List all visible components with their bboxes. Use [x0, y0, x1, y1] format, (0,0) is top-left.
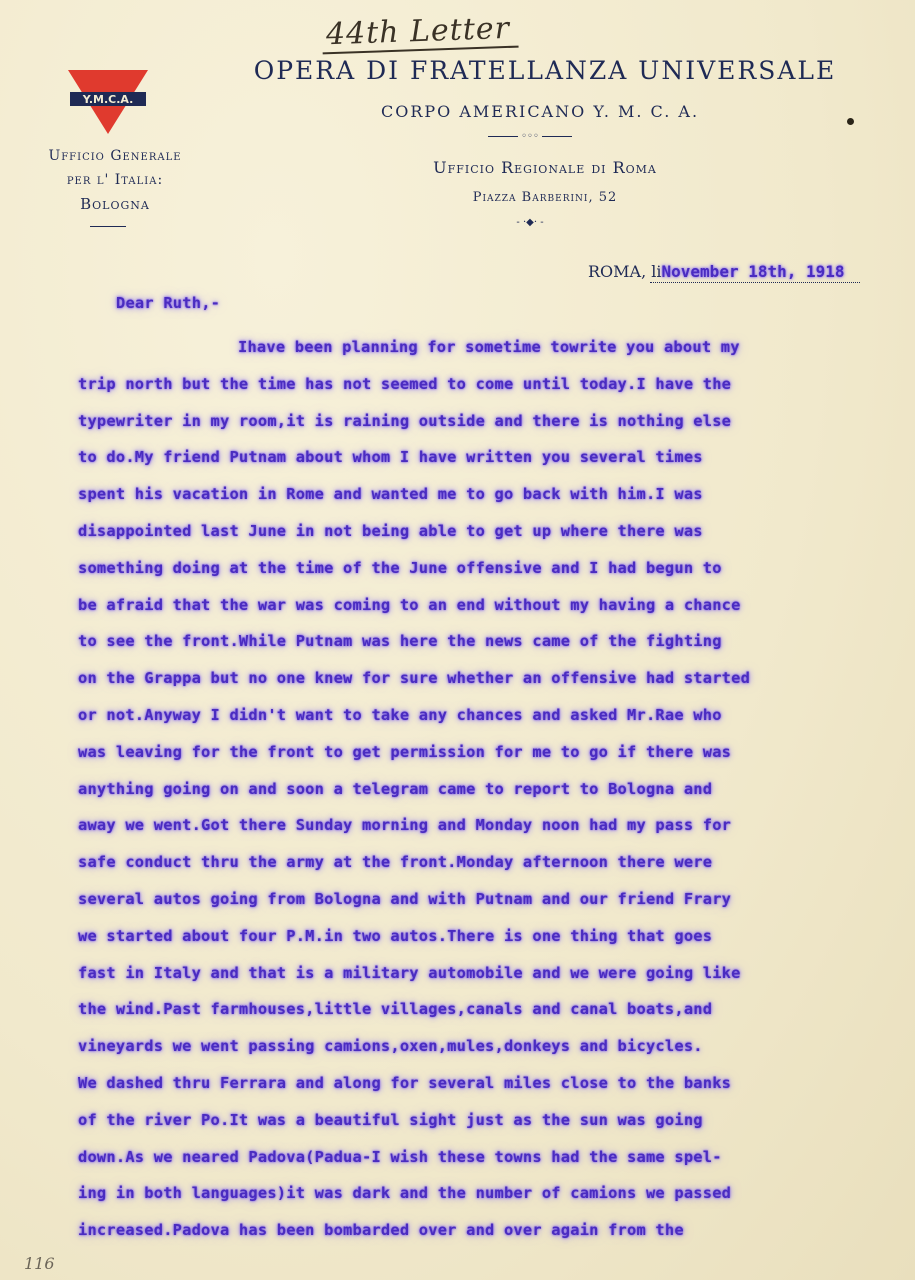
- salutation: Dear Ruth,-: [116, 294, 221, 312]
- body-line: trip north but the time has not seemed to come until today.I have the: [78, 375, 732, 393]
- body-line: anything going on and soon a telegram came to report to Bologna and: [78, 780, 713, 798]
- body-line: Ihave been planning for sometime towrite you about my: [238, 338, 740, 356]
- organization-subtitle: CORPO AMERICANO Y. M. C. A.: [380, 102, 700, 121]
- ymca-triangle-icon: [68, 70, 148, 134]
- address-ornament: - ·◆· -: [516, 217, 544, 228]
- logo-text: Y.M.C.A.: [82, 93, 134, 106]
- body-line: spent his vacation in Rome and wanted me to go back with him.I was: [78, 485, 703, 503]
- body-line: down.As we neared Padova(Padua-I wish these towns had the same spel-: [78, 1148, 722, 1166]
- body-line: of the river Po.It was a beautiful sight just as the sun was going: [78, 1111, 703, 1129]
- body-line: was leaving for the front to get permission for me to go if there was: [78, 743, 732, 761]
- organization-name: OPERA DI FRATELLANZA UNIVERSALE: [253, 56, 837, 85]
- body-line: ing in both languages)it was dark and the number of camions we passed: [78, 1184, 732, 1202]
- date-dotted-rule: [650, 282, 860, 283]
- typed-date: November 18th, 1918: [661, 262, 845, 281]
- ink-spot: [847, 118, 854, 125]
- body-line: be afraid that the war was coming to an end without my having a chance: [78, 596, 741, 614]
- body-line: the wind.Past farmhouses,little villages,canals and canal boats,and: [78, 1000, 713, 1018]
- body-line: safe conduct thru the army at the front.Monday afternoon there were: [78, 853, 713, 871]
- office-divider: [90, 226, 126, 227]
- body-line: several autos going from Bologna and with Putnam and our friend Frary: [78, 890, 732, 908]
- body-line: we started about four P.M.in two autos.There is one thing that goes: [78, 927, 713, 945]
- date-prefix: ROMA, li: [588, 262, 662, 281]
- general-office-block: [20, 144, 210, 216]
- general-office-city: Bologna: [80, 195, 150, 213]
- body-line: increased.Padova has been bombarded over and over again from the: [78, 1221, 684, 1239]
- date-line: [588, 262, 845, 281]
- body-line: vineyards we went passing camions,oxen,mules,donkeys and bicycles.: [78, 1037, 703, 1055]
- body-line: something doing at the time of the June offensive and I had begun to: [78, 559, 722, 577]
- body-line: typewriter in my room,it is raining outside and there is nothing else: [78, 412, 732, 430]
- body-line: or not.Anyway I didn't want to take any chances and asked Mr.Rae who: [78, 706, 722, 724]
- ymca-logo: [68, 70, 148, 134]
- handwritten-letter-number: 44th Letter: [321, 11, 518, 55]
- body-line: away we went.Got there Sunday morning and Monday noon had my pass for: [78, 816, 732, 834]
- body-line: to see the front.While Putnam was here the news came of the fighting: [78, 632, 722, 650]
- regional-address: Piazza Barberini, 52: [472, 190, 618, 205]
- letterhead-ornament: ◦◦◦: [470, 132, 590, 142]
- margin-page-note: 116: [24, 1254, 55, 1273]
- body-line: fast in Italy and that is a military automobile and we were going like: [78, 964, 741, 982]
- body-line: disappointed last June in not being able to get up where there was: [78, 522, 703, 540]
- body-line: We dashed thru Ferrara and along for several miles close to the banks: [78, 1074, 732, 1092]
- regional-office: Ufficio Regionale di Roma: [433, 158, 657, 177]
- general-office-line1: Ufficio Generale: [48, 148, 182, 164]
- general-office-line2: per l' Italia:: [66, 172, 164, 188]
- body-line: to do.My friend Putnam about whom I have written you several times: [78, 448, 703, 466]
- body-line: on the Grappa but no one knew for sure whether an offensive had started: [78, 669, 751, 687]
